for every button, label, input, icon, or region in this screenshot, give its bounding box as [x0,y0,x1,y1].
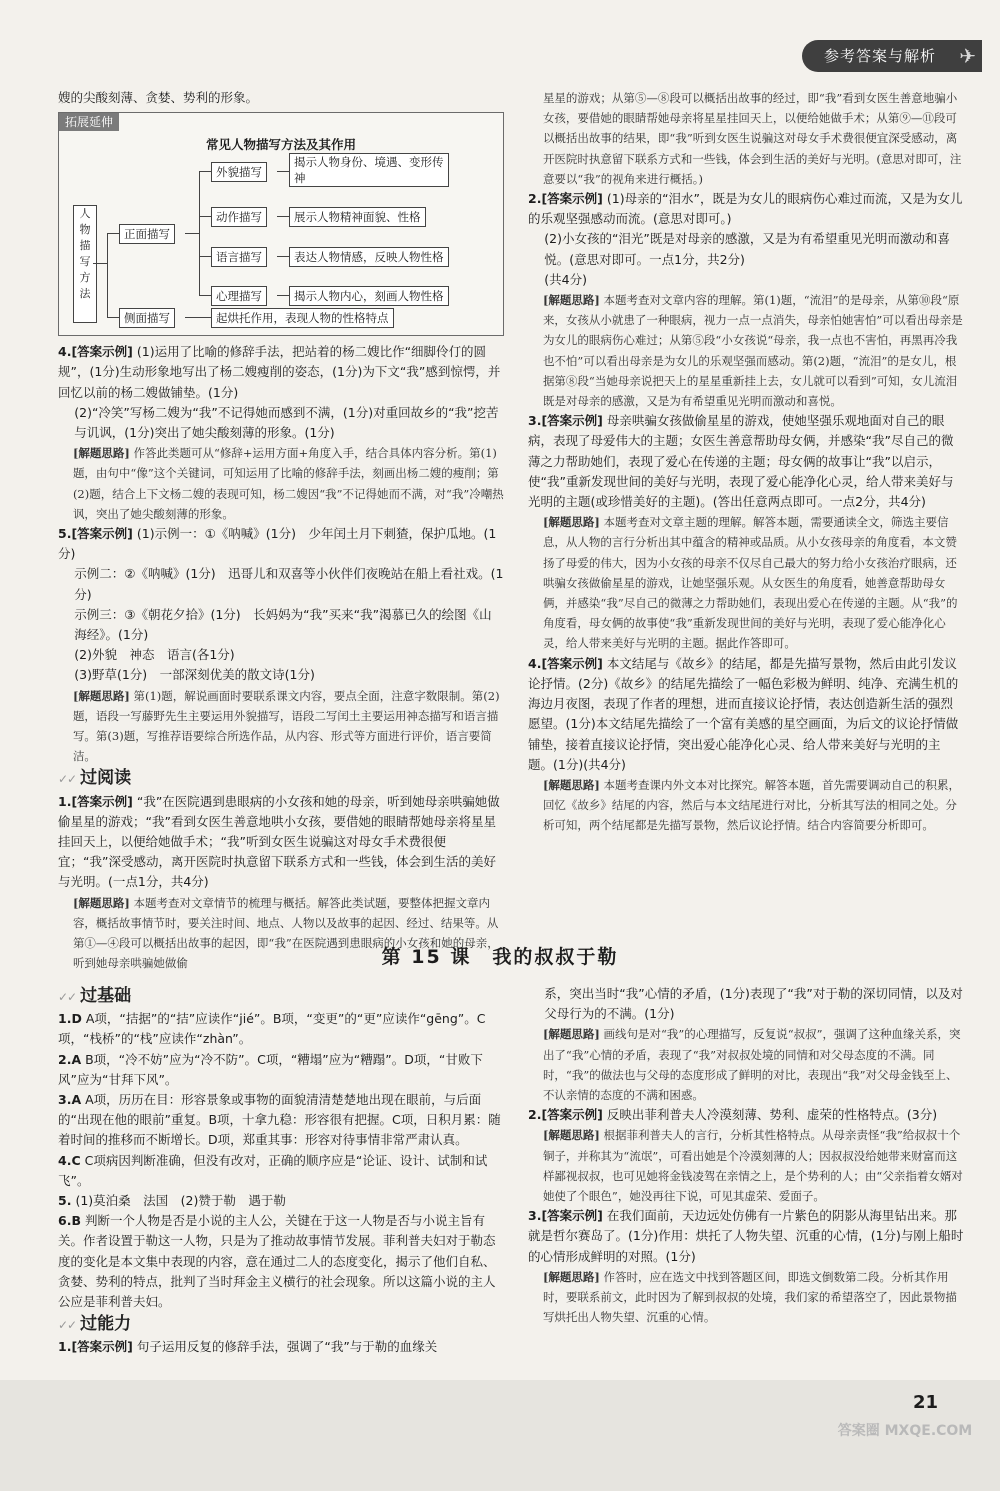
r4-label: 4.[答案示例] [528,655,603,671]
r1-answer [58,792,504,893]
ability-tip3-label: [解题思路] [542,1269,600,1284]
q5-label: 5.[答案示例] [58,526,133,542]
r4-tip-label: [解题思路] [542,777,600,792]
right-column-bottom [528,984,964,1327]
left-column-bottom [58,984,504,1358]
q5-p4: (2)外貌 神态 语言(各1分) [74,647,235,663]
base-head-text: 过基础 [80,986,132,1006]
page-header [0,0,1000,78]
r4-answer [528,654,964,775]
diagram-side: 侧面描写 [119,308,175,328]
ability-section-head: ✓✓ 过能力 [58,1314,132,1335]
base-item [58,1050,504,1090]
q5-tip-text: 第(1)题，解说画面时要联系课文内容，要点全面，注意字数限制。第(2)题，语段一写藤野先生主要运用外貌描写，语段二写闰土主要运用神态描写和语言描写。第(3)题，写推荐语要综合所选作品，从内容、形式等方面进行评价，语言要简洁。 [72,688,500,764]
ability-a2-label: 2.[答案示例] [528,1107,603,1123]
q5-p1: (1)示例一：①《呐喊》(1分) 少年闰土月下刺猹，保护瓜地。(1分) [58,526,497,562]
base-item-text: A项，历历在目：形容景象或事物的面貌清清楚楚地出现在眼前，与后面的“出现在他的眼前”重复。B项，十拿九稳：形容很有把握。C项，日积月累：随着时间的推移而不断增长。D项，郑重其事：形容对待事情非常严肃认真。 [58,1092,501,1148]
r1-tip-text: 本题考查对文章情节的梳理与概括。解答此类试题，要整体把握文章内容，概括故事情节时，要关注时间、地点、人物以及故事的起因、经过、结果等。从第①—④段可以概括出故事的起因，即“我”在医院遇到患眼病的小女孩和她的母亲，听到她母亲哄骗她做偷 [72,895,499,971]
diagram-title: 常见人物描写方法及其作用 [205,137,356,153]
right-column-top [528,88,964,836]
header-badge: 参考答案与解析 [802,40,982,72]
r2-tip-label: [解题思路] [542,293,600,308]
diagram-side-effect: 起烘托作用，表现人物的性格特点 [211,308,394,328]
base-item [58,1151,504,1191]
q4-label: 4.[答案示例] [58,344,133,360]
expand-tag: 拓展延伸 [59,113,119,131]
diagram-method-4: 心理描写 [211,286,267,306]
r3-p1: 母亲哄骗女孩做偷星星的游戏，使她坚强乐观地面对自己的眼病，表现了母爱伟大的主题；女医生善意帮助母女俩，并感染“我”尽自己的微薄之力帮助她们，表现了爱心在传递的主题；母女俩的故事让“我”以启示，使“我”重新发现世间的美好与光明，表现了爱心能净化心灵，给人带来美好与光明的主题(或珍惜美好的主题)。(答出任意两点即可。一点2分，共4分) [528,413,954,510]
expand-diagram [58,112,504,336]
r3-tip-text: 本题考查对文章主题的理解。解答本题，需要通读全文，筛选主要信息，从人物的言行分析出其中蕴含的精神或品质。从小女孩母亲的角度看，本文赞扬了母爱的伟大，因为小女孩的母亲不仅尽自己最大的努力给小女孩治疗眼病，还哄骗女孩做偷星星的游戏，让她坚强乐观。从女医生的角度看，她善意帮助母女俩，并感染“我”尽自己的微薄之力帮助她们，表现出爱心在传递的主题。从“我”的角度看，母女俩的故事使“我”重新发现世间的美好与光明，表现了爱心能净化心灵，给人带来美好与光明的主题。据此作答即可。 [542,515,958,651]
base-item-text: C项病因判断准确，但没有改对，正确的顺序应是“论证、设计、试制和试飞”。 [58,1152,488,1188]
ability-tip1 [528,1024,964,1105]
base-item [58,1090,504,1151]
base-item-text: 判断一个人物是否是小说的主人公，关键在于这一人物是否与小说主旨有关。作者设置于勒这一人物，只是为了推动故事情节发展。菲利普夫妇对于勒态度的变化是本文集中表现的内容，意在通过二人的态度变化，揭示了他们自私、贪婪、势利的特点，批判了当时拜金主义横行的社会现象。所以这篇小说的主人公应是菲利普夫妇。 [58,1213,496,1310]
diagram-method-2: 动作描写 [211,207,267,227]
r3-label: 3.[答案示例] [528,413,603,429]
r1-label: 1.[答案示例] [58,793,133,809]
q5-p5: (3)野草(1分) 一部深刻优美的散文诗(1分) [74,667,315,683]
q5-p3: 示例三：③《朝花夕拾》(1分) 长妈妈为“我”买来“我”渴慕已久的绘图《山海经》。(1分) [74,606,492,643]
r3-answer [528,411,964,512]
q4-p2: (2)“冷笑”写杨二嫂为“我”不记得她而感到不满，(1分)对重回故乡的“我”挖苦与讥讽，(1分)突出了她尖酸刻薄的形象。(1分) [74,404,499,441]
opening-line: 嫂的尖酸刻薄、贪婪、势利的形象。 [58,90,259,105]
ability-tip3-text: 作答时，应在选文中找到答题区间，即选文倒数第二段。分析其作用时，要联系前文，此时因为了解到叔叔的处境，我们家的希望落空了，因此景物描写烘托出人物失望、沉重的心情。 [542,1269,957,1325]
base-item-text: B项，“冷不妨”应为“冷不防”。C项，“糟塌”应为“糟蹋”。D项，“甘败下风”应为“甘拜下风”。 [58,1051,483,1087]
ability-a1 [58,1337,504,1357]
r3-tip-label: [解题思路] [542,515,600,530]
ability-tip1-label: [解题思路] [542,1027,600,1042]
base-section-head: ✓✓ 过基础 [58,986,132,1006]
diagram-effect-3: 表达人物情感，反映人物性格 [289,247,449,267]
r4-tip [528,775,964,836]
left-column-top [58,88,504,974]
read-head-text: 过阅读 [80,768,132,789]
ability-tip2 [528,1125,964,1206]
r1-tip-continued: 星星的游戏；从第⑤—⑧段可以概括出故事的经过，即“我”看到女医生善意地骗小女孩，要借她的眼睛帮她母亲将星星挂回天上，以便给她做手术；从第⑨—⑪段可以概括出故事的结果，即“我”听到女医生说骗这对母女手术费很便宜深受感动，离开医院时执意留下联系方式和一些钱，体会到生活的美好与光明。(意思对即可，注意要以“我”的视角来进行概括。) [542,91,962,186]
base-item [58,1009,504,1049]
ability-tip2-text: 根据菲利普夫人的言行，分析其性格特点。从母亲责怪“我”给叔叔十个铜子，并称其为“流氓”，可看出她是个冷漠刻薄的人；因叔叔没给她带来财富而这样鄙视叔叔，也可见她将金钱凌驾在亲情之上，是个势利的人；由“父亲指着女婿对她使了个眼色”，她没再往下说，可见其虚荣、爱面子。 [542,1128,963,1204]
r2-p1: (1)母亲的“泪水”，既是为女儿的眼病伤心难过而流，又是为女儿的乐观坚强感动而流。(意思对即可。) [528,191,963,227]
diagram-method-3: 语言描写 [211,247,267,267]
ability-a1-continued: 系，突出当时“我”心情的矛盾，(1分)表现了“我”对于勒的深切同情，以及对父母行为的不满。(1分) [544,986,963,1022]
r2-tip-text: 本题考查对文章内容的理解。第(1)题，“流泪”的是母亲，从第⑩段“原来，女孩从小就患了一种眼病，视力一点一点消失，母亲怕她害怕”可以看出母亲是为女儿的眼病伤心难过；从第⑤段“小女孩说“母亲，我一点也不害怕，再黑再冷我也不怕”可以看出母亲是为女儿的乐观坚强而感动。第(2)题，“流泪”的是女儿，根据第⑧段“当她母亲说把天上的星星重新挂上去，女儿就可以看到”可知，女儿流泪既是对母亲的感激，又是为有希望重见光明而激动和喜悦。 [542,293,963,409]
diagram-front: 正面描写 [119,224,175,244]
r3-tip [528,512,964,653]
base-item [58,1191,504,1211]
q4-answer [58,342,504,403]
diagram-effect-4: 揭示人物内心，刻画人物性格 [289,286,449,306]
ability-tip1-text: 画线句是对“我”的心理描写，反复说“叔叔”，强调了这种血缘关系，突出了“我”心情的矛盾，表现了“我”对叔叔处境的同情和对父母态度的不满。同时，“我”的做法也与父母的态度形成了鲜明的对比，表现出“我”对父母金钱至上、不认亲情的态度的不满和困惑。 [542,1027,961,1103]
q4-tip [58,443,504,524]
base-item-label: 5. [58,1193,72,1209]
base-item-label: 2.A [58,1051,82,1067]
base-item-text: (1)莫泊桑 法国 (2)赞于勒 遇于勒 [75,1193,286,1209]
read-section-head: ✓✓ 过阅读 [58,768,132,789]
q5-tip-label: [解题思路] [72,688,130,703]
r2-p3: (共4分) [544,271,587,287]
base-item-label: 1.D [58,1011,82,1027]
q5-answer [58,524,504,564]
r2-answer [528,189,964,229]
q4-p1: (1)运用了比喻的修辞手法，把站着的杨二嫂比作“细脚伶仃的圆规”，(1分)生动形象地写出了杨二嫂瘦削的姿态，(1分)为下文“我”感到惊愕，并回忆以前的杨二嫂做铺垫。(1分) [58,344,501,400]
r2-tip [528,290,964,411]
ability-a2-text: 反映出菲利普夫人冷漠刻薄、势利、虚荣的性格特点。(3分) [606,1107,938,1123]
q4-tip-text: 作答此类题可从“修辞+运用方面+角度入手，结合具体内容分析。第(1)题，由句中“像”这个关键词，可知运用了比喻的修辞手法，刻画出杨二嫂的瘦削；第(2)题，结合上下文杨二嫂的表现可知，杨二嫂因“我”不记得她而不满，对“我”冷嘲热讽，突出了她尖酸刻薄的形象。 [72,446,504,521]
r4-tip-text: 本题考查课内外文本对比探究。解答本题，首先需要调动自己的积累，回忆《故乡》结尾的内容，然后与本文结尾进行对比，分析其写法的相同之处。分析可知，两个结尾都是先描写景物，然后议论抒情。结合内容简要分析即可。 [542,777,960,833]
r4-p1: 本文结尾与《故乡》的结尾，都是先描写景物，然后由此引发议论抒情。(2分)《故乡》的结尾先描绘了一幅色彩极为鲜明、纯净、充满生机的海边月夜图，表现了作者的理想，进而直接议论抒情，表达创造新生活的强烈愿望。(1分)本文结尾先描绘了一个富有美感的星空画面，为后文的议论抒情做铺垫，接着直接议论抒情，突出爱心能净化心灵、给人带来美好与光明的主题。(1分)(共4分) [528,655,959,772]
ability-a3-text: 在我们面前，天边远处仿佛有一片紫色的阴影从海里钻出来。那就是哲尔赛岛了。(1分)作用：烘托了人物失望、沉重的心情，(1分)与刚上船时的心情形成鲜明的对照。(1分) [528,1208,964,1264]
diagram-effect-1: 揭示人物身份、境遇、变形传神 [289,153,449,187]
ability-a3 [528,1206,964,1267]
diagram-effect-2: 展示人物精神面貌、性格 [289,207,426,227]
q4-tip-label: [解题思路] [72,446,130,461]
q5-p2: 示例二：②《呐喊》(1分) 迅哥儿和双喜等小伙伴们夜晚站在船上看社戏。(1分) [74,566,504,602]
ability-a1-text: 句子运用反复的修辞手法，强调了“我”与于勒的血缘关 [136,1339,438,1355]
ability-a1-label: 1.[答案示例] [58,1339,133,1355]
rocket-icon: ✈ [959,44,976,68]
q5-tip [58,686,504,767]
base-item-label: 6.B [58,1213,81,1229]
ability-a3-label: 3.[答案示例] [528,1208,603,1224]
base-item [58,1211,504,1312]
ability-head-text: 过能力 [80,1314,132,1335]
base-item-label: 3.A [58,1092,82,1108]
r1-tip-label: [解题思路] [72,895,130,910]
diagram-method-1: 外貌描写 [211,162,267,182]
diagram-root: 人物描写方法 [73,205,97,323]
r2-label: 2.[答案示例] [528,191,603,207]
ability-a2 [528,1105,964,1125]
ability-tip2-label: [解题思路] [542,1128,600,1143]
r1-p1: “我”在医院遇到患眼病的小女孩和她的母亲，听到她母亲哄骗她做偷星星的游戏；“我”看到女医生善意地哄小女孩，要借她的眼睛帮她母亲将星星挂回天上，以便给她做手术；“我”听到女医生说骗这对母女手术费很便宜；“我”深受感动，离开医院时执意留下联系方式和一些钱，体会到生活的美好与光明。(一点1分，共4分) [58,793,500,890]
base-item-label: 4.C [58,1152,81,1168]
page-number: 21 [912,1392,938,1413]
ability-tip3 [528,1267,964,1328]
lesson-title: 第 15 课 我的叔叔于勒 [381,946,619,968]
watermark-logo: 答案圈 MXQE.COM [837,1423,973,1439]
r2-p2: (2)小女孩的“泪光”既是对母亲的感激，又是为有希望重见光明而激动和喜悦。(意思对即可。一点1分，共2分) [544,231,950,267]
base-item-text: A项，“拮据”的“拮”应读作“jié”。B项，“变更”的“更”应读作“gēng”。C项，“栈桥”的“栈”应读作“zhàn”。 [58,1011,486,1047]
